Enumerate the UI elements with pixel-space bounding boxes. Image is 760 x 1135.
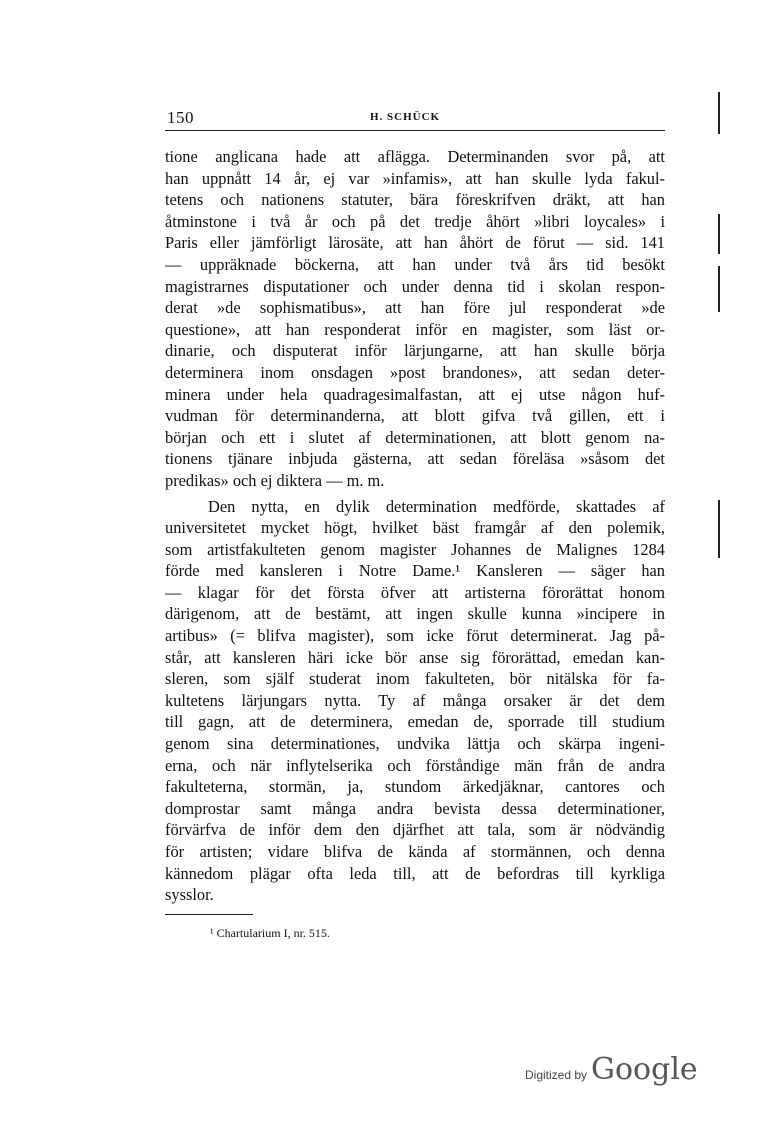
text-line: förde med kansleren i Notre Dame.¹ Kansleren — säger han: [165, 561, 665, 581]
text-line: tionens tjänare inbjuda gästerna, att sedan föreläsa »såsom det: [165, 449, 665, 469]
text-line: till gagn, att de determinera, emedan de, sporrade till studium: [165, 712, 665, 732]
text-line: genom sina determinationes, undvika lättja och skärpa ingeni-: [165, 734, 665, 754]
text-line: determinera inom onsdagen »post brandones», att sedan deter-: [165, 362, 665, 382]
text-line: står, att kansleren häri icke bör anse sig förorättad, emedan kan-: [165, 647, 665, 667]
text-line: predikas» och ej diktera — m. m.: [165, 470, 385, 490]
text-line: artibus» (= blifva magister), som icke förut determinerat. Jag på-: [165, 626, 665, 646]
footnote-rule: [165, 914, 253, 915]
text-line: förvärfva de inför dem den djärfhet att tala, som är nödvändig: [165, 820, 665, 840]
watermark-prefix: Digitized by: [525, 1068, 588, 1082]
text-line: magistrarnes disputationer och under denna tid i skolan respon-: [165, 276, 665, 296]
text-line: han uppnått 14 år, ej var »infamis», att han skulle lyda fakul-: [165, 168, 665, 188]
text-line: minera under hela quadragesimalfastan, att ej utse någon huf-: [165, 384, 665, 404]
text-line: domprostar samt många andra bevista dessa determinationer,: [165, 798, 665, 818]
text-line: derat »de sophismatibus», att han före jul responderat »de: [165, 298, 665, 318]
digitized-watermark: [525, 1052, 698, 1087]
text-line: för artisten; vidare blifva de kända af stormännen, och denna: [165, 842, 665, 861]
text-line: dinarie, och disputerat inför lärjungarne, att han skulle börja: [165, 341, 665, 361]
text-line: kännedom plägar ofta leda till, att de befordras till kyrkliga: [165, 863, 665, 883]
text-line: början och ett i slutet af determinationen, att blott genom na-: [165, 427, 665, 447]
footnote: ¹ Chartularium I, nr. 515.: [210, 926, 330, 940]
scan-margin-mark: [718, 92, 720, 134]
text-line: sysslor.: [165, 885, 214, 905]
text-line: vudman för determinanderna, att blott gifva två gillen, ett i: [165, 406, 665, 426]
scan-margin-mark: [718, 214, 720, 254]
page-number: 150: [167, 108, 194, 127]
scan-margin-mark: [718, 266, 720, 312]
text-line: kultetens lärjungars nytta. Ty af många orsaker är det dem: [165, 690, 665, 710]
text-line: åtminstone i två år och på det tredje åhört »libri loycales» i: [165, 211, 665, 231]
text-line: tetens och nationens statuter, bära föreskrifven dräkt, att han: [165, 190, 665, 210]
text-line: därigenom, att de bestämt, att ingen skulle kunna »incipere in: [165, 604, 665, 624]
text-line: som artistfakulteten genom magister Johannes de Malignes 1284: [165, 539, 665, 559]
paragraph-2: [165, 496, 665, 906]
text-line: fakulteterna, stormän, ja, stundom ärkedjäknar, cantores och: [165, 777, 665, 797]
text-line: Paris eller jämförligt lärosäte, att han åhört de förut — sid. 141: [165, 233, 665, 253]
text-line: questione», att han responderat inför en magister, som läst or-: [165, 319, 665, 339]
scan-margin-mark: [718, 500, 720, 558]
google-logo: Google: [591, 1052, 698, 1087]
text-line: — klagar för det första öfver att artisterna förorättat honom: [165, 582, 665, 602]
text-line: sleren, som själf studerat inom fakulteten, bör nitälska för fa-: [165, 669, 665, 689]
text-line: universitetet mycket högt, hvilket bäst framgår af den polemik,: [165, 518, 665, 538]
text-line: tione anglicana hade att aflägga. Determinanden svor på, att: [165, 147, 665, 166]
text-line: Den nytta, en dylik determination medförde, skattades af: [208, 496, 665, 516]
running-head: H. SCHÜCK: [370, 111, 441, 123]
page-header: [165, 108, 665, 131]
paragraph-1: [165, 146, 665, 492]
text-line: erna, och när inflytelserika och förståndige män från de andra: [165, 755, 665, 775]
text-line: — uppräknade böckerna, att han under två års tid besökt: [165, 254, 665, 274]
body-text: [165, 146, 665, 906]
